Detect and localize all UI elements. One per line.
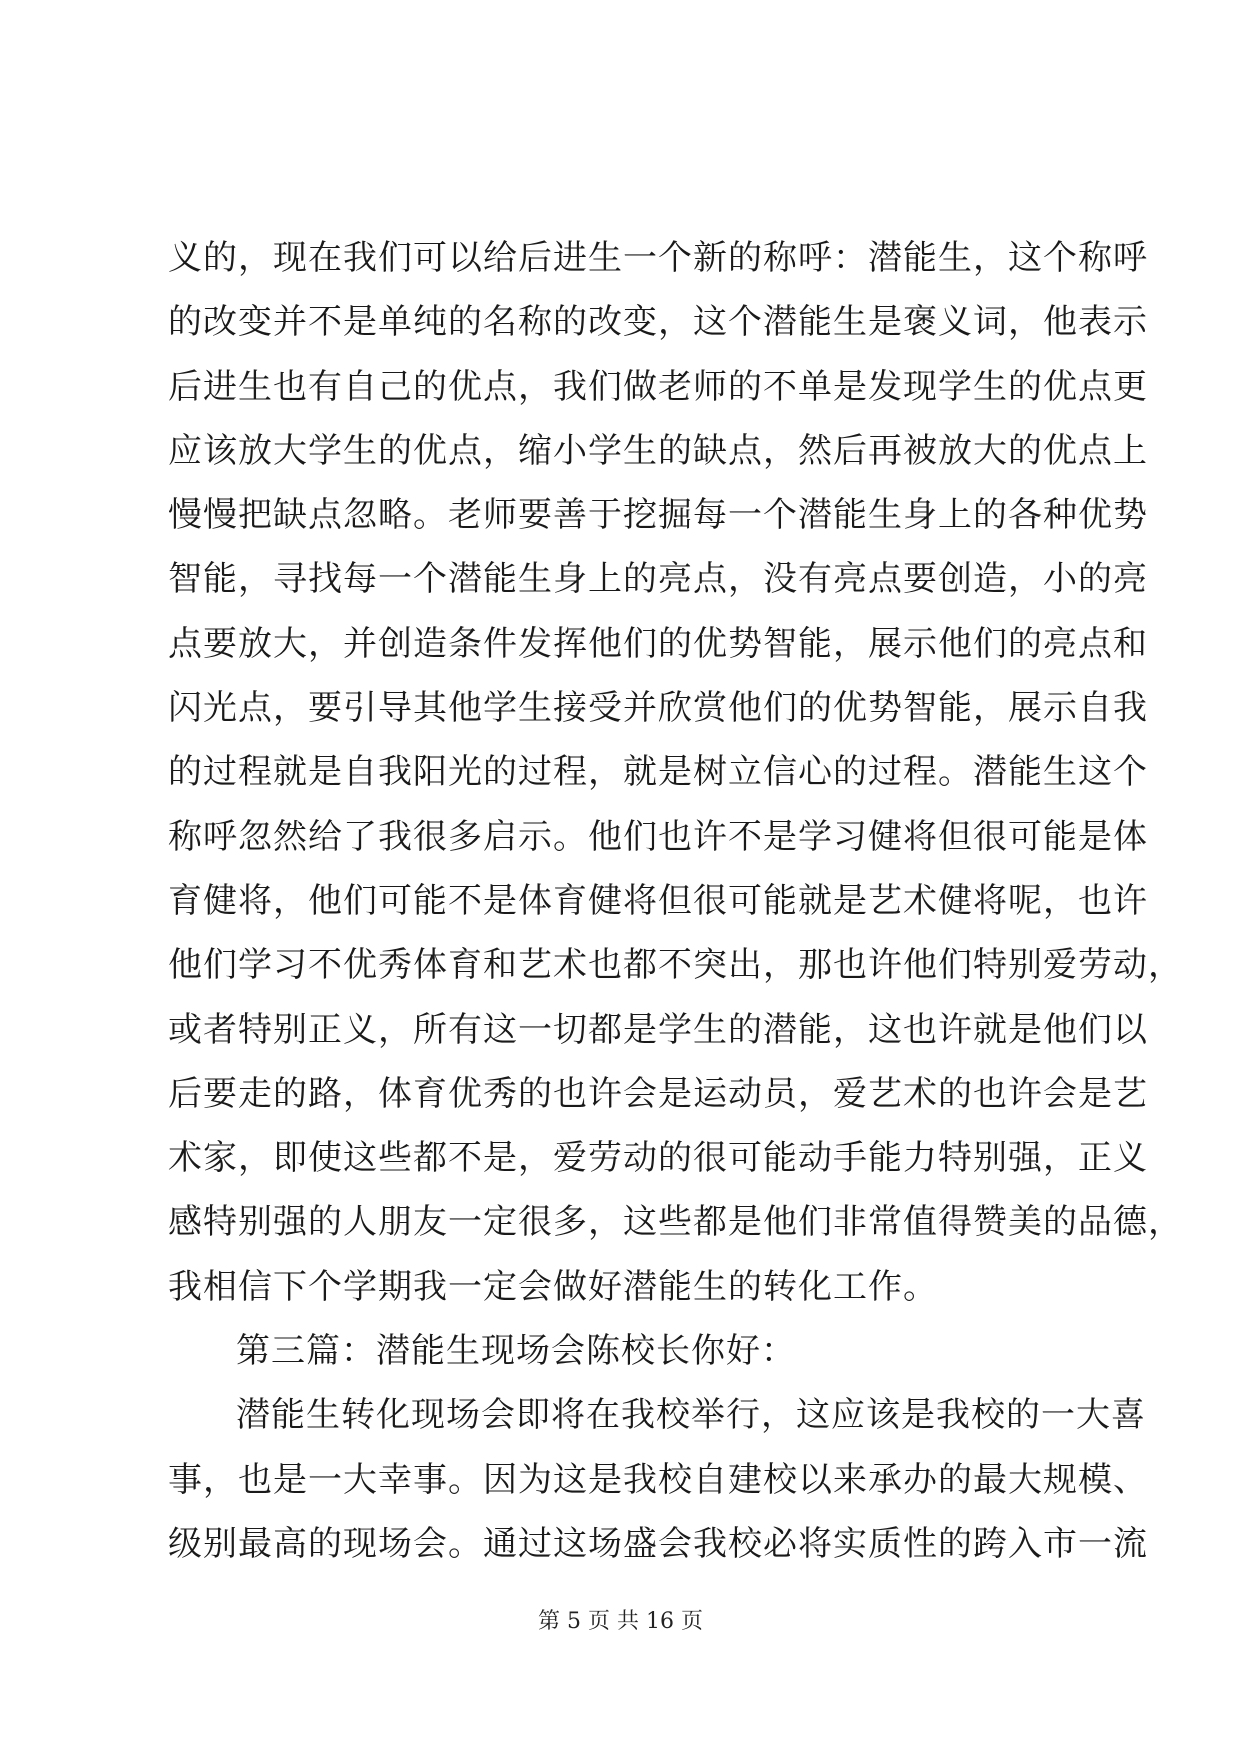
text-line: 育健将，他们可能不是体育健将但很可能就是艺术健将呢，也许: [168, 880, 1148, 921]
text-line: 术家，即使这些都不是，爱劳动的很可能动手能力特别强，正义: [168, 1138, 1148, 1179]
text-line: 闪光点，要引导其他学生接受并欣赏他们的优势智能，展示自我: [168, 688, 1148, 729]
text-line: 应该放大学生的优点，缩小学生的缺点，然后再被放大的优点上: [168, 430, 1148, 471]
text-line: 后要走的路，体育优秀的也许会是运动员，爱艺术的也许会是艺: [168, 1073, 1148, 1114]
text-line: 慢慢把缺点忽略。老师要善于挖掘每一个潜能生身上的各种优势: [168, 495, 1148, 536]
text-line: 后进生也有自己的优点，我们做老师的不单是发现学生的优点更: [168, 366, 1148, 407]
section-heading: 第三篇：潜能生现场会陈校长你好：: [236, 1331, 796, 1372]
page-number-footer: 第 5 页 共 16 页: [538, 1609, 703, 1634]
text-line: 的过程就是自我阳光的过程，就是树立信心的过程。潜能生这个: [168, 752, 1148, 793]
document-body: [168, 226, 1183, 1576]
text-line: 级别最高的现场会。通过这场盛会我校必将实质性的跨入市一流: [168, 1523, 1148, 1564]
text-line: 潜能生转化现场会即将在我校举行，这应该是我校的一大喜: [236, 1395, 1146, 1436]
text-line: 智能，寻找每一个潜能生身上的亮点，没有亮点要创造，小的亮: [168, 559, 1148, 600]
text-line: 事，也是一大幸事。因为这是我校自建校以来承办的最大规模、: [168, 1459, 1148, 1500]
text-line: 称呼忽然给了我很多启示。他们也许不是学习健将但很可能是体: [168, 816, 1148, 857]
text-line: 感特别强的人朋友一定很多，这些都是他们非常值得赞美的品德，: [168, 1202, 1183, 1243]
text-line: 我相信下个学期我一定会做好潜能生的转化工作。: [168, 1266, 938, 1307]
text-line: 点要放大，并创造条件发挥他们的优势智能，展示他们的亮点和: [168, 623, 1148, 664]
text-line: 义的，现在我们可以给后进生一个新的称呼：潜能生，这个称呼: [168, 238, 1148, 278]
text-line: 他们学习不优秀体育和艺术也都不突出，那也许他们特别爱劳动，: [168, 945, 1183, 986]
text-line: 的改变并不是单纯的名称的改变，这个潜能生是褒义词，他表示: [168, 302, 1148, 343]
text-line: 或者特别正义，所有这一切都是学生的潜能，这也许就是他们以: [168, 1009, 1148, 1050]
